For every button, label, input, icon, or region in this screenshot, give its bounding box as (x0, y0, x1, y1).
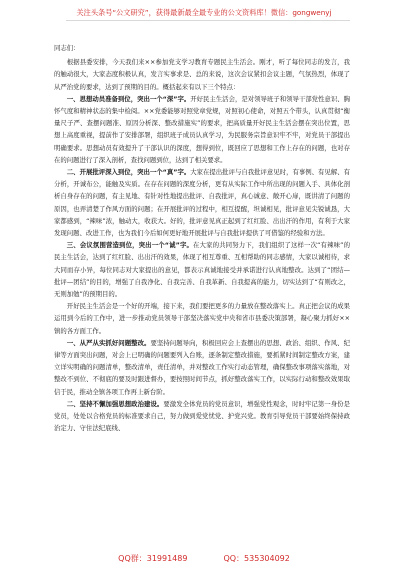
section-heading: 三、会议氛围营造到位，突出一个“诚”字。 (66, 241, 194, 250)
item-heading: 一、从严从实抓好问题整改。 (66, 338, 151, 347)
salutation: 同志们： (54, 44, 80, 52)
document-body (54, 42, 350, 435)
section-paragraph (54, 93, 350, 166)
transition-paragraph: 开好民主生活会是一个好的开端，接下来，我们要把更多的力量放在整改落实上。真正把会议的成果运用到今后的工作中，进一步推动党员领导干部坚决落实党中央和省市县委决策部署，凝心聚力抓好××镇的各方面工作。 (54, 302, 350, 335)
item-paragraph (54, 398, 350, 435)
section-heading: 一、思想动员准备到位，突出一个“深”字。 (66, 94, 191, 103)
section-body: 在大家的共同努力下，我们组织了这样一次“有辣味”的民主生活会，达到了红红脸、出出汗的效果，体现了相互尊重、互相帮助的同志感情，大家以诚相待，求大同而存小异，每位同志对大家提出的意见，都表示真诚地接受并承诺进行认真地整改。达到了“团结—批评—团结”的目的，增强了自我净化、自我完善、自我革新、自我提高的能力，切实达到了“有则改之，无则加勉”的预期目的。 (54, 241, 350, 299)
section-paragraph (54, 166, 350, 239)
item-body: 要激发全体党员的党员意识，增强党性观念，时时牢记第一身份是党员，处处以合格党员的标准要求自己，努力做到爱党忧党、护党兴党。教育引导党员干部要始终保持政治定力、守住法纪底线、 (54, 399, 350, 433)
item-paragraph (54, 337, 350, 398)
footer-contact (0, 553, 408, 565)
qq-group: QQ群：31991489 (118, 554, 188, 563)
section-heading: 二、开展批评深入到位，突出一个“真”字。 (66, 168, 191, 177)
section-body: 大家在提出批评与自我批评意见时，有事例、有见解、有分析，开诚布公，能触及实质。在存在问题的深度分析，更有从实际工作中所出现的问题入手、具体化剖析自身存在的问题，有主见地、有针对性地提出批评、自我批评，真心诚意、敞开心扉，既讲清了问题的原因，也弄清楚了作风方面的问题；在开展批评的过程中，相互提醒，坦诚相见，批评意见尖锐诚恳，大家都感到，“辣味”浓，触动大，收获大。好的，批评意见真正起到了红红脸、出出汗的作用，有利于大家发现问题、改进工作，也为我们今后如何更好地开展批评与自我批评提供了可借鉴的经验和方法。 (54, 168, 350, 238)
header-banner: 关注头条号“公文研究”，获得最新最全最专业的公文资料库！微信：gongwenyj (76, 8, 332, 17)
header-divider (66, 20, 350, 21)
item-body: 要坚持问题导向，积极回应会上查摆出的思想、政治、组织、作风、纪律等方面突出问题，对会上已明确的问题要列入台账，逐条制定整改措施，要抓紧时间制定整改方案，建立详实明确的问题清单，整改清单，责任清单，并对整改工作实行动态管理，确保整改事项落实落地，对整改不到位、不彻底的要及时跟进督办，要按照时间节点，抓好整改落实工作，以实际行动和整改效果取信于民，推动全镇各项工作再上新台阶。 (54, 338, 350, 396)
section-paragraph (54, 239, 350, 300)
item-heading: 二、坚持不懈加强思想政治建设。 (66, 399, 164, 408)
intro-paragraph: 根据县委安排，今天我们来××参加党支学习教育专题民主生活会。刚才，听了每位同志的发言，我的触动很大，大家态度积极认真，发言实事求是、总的来说，这次会议紧扣会议主题，气氛热烈，体现了从严治党的要求，达到了预期的目的。概括起来有以下三个特点： (54, 58, 350, 91)
section-body: 开好民主生活会，是对领导班子和领导干部党性意识、胸怀气度和精神状态的集中检阅。××党委能够对照党章党规，对照初心使命，对照五个带头，认真贯彻“衡量尺子严、查摆问题准、原因分析深、整改措施实”的要求，把高质量开好民主生活会摆在突出位置，思想上高度重视，提前作了安排部署，组织班子成员认真学习，为民服务宗旨意识牢不牢，对党员干部提出明确要求。思想动员有效提升了干部认识的深度，想得到位，既回应了思想和工作上存在的问题，也对存在的问题进行了深入剖析，查找问题到位，达到了相关要求。 (54, 94, 350, 164)
qq-number: QQ：535304092 (223, 554, 290, 563)
